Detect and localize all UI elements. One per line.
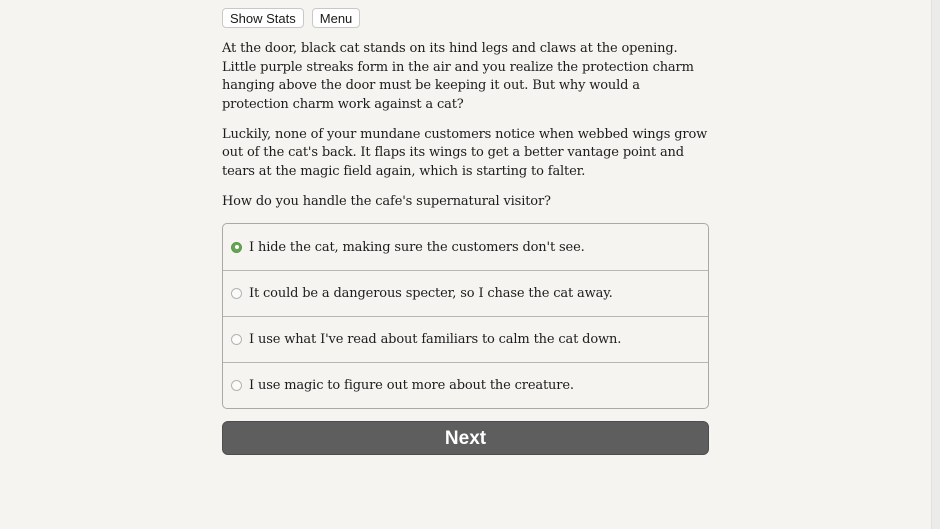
choice-label: It could be a dangerous specter, so I chase the cat away. [249, 286, 613, 302]
choice-prompt: How do you handle the cafe's supernatural visitor? [222, 194, 551, 210]
next-button[interactable]: Next [222, 421, 709, 455]
top-button-bar [222, 8, 709, 30]
story-text [222, 40, 709, 212]
radio-unselected-icon[interactable] [231, 334, 242, 345]
menu-button[interactable]: Menu [312, 8, 361, 28]
choice-option-3[interactable] [223, 316, 708, 362]
choice-list [222, 223, 709, 409]
choice-option-1[interactable] [223, 224, 708, 270]
radio-unselected-icon[interactable] [231, 380, 242, 391]
story-paragraph: Luckily, none of your mundane customers notice when webbed wings grow out of the cat's back. It flaps its wings to get a better vantage point and tears at the magic field again, which is starting to falter. [222, 126, 708, 180]
game-container [222, 8, 709, 455]
show-stats-button[interactable]: Show Stats [222, 8, 304, 28]
choice-option-4[interactable] [223, 362, 708, 408]
choice-label: I use magic to figure out more about the creature. [249, 378, 574, 394]
story-paragraph: At the door, black cat stands on its hind legs and claws at the opening. Little purple streaks form in the air and you realize the protection charm hanging above the door must be keeping it out. But why would a protection charm work against a cat? [222, 41, 694, 112]
choice-label: I hide the cat, making sure the customers don't see. [249, 239, 585, 255]
radio-selected-icon[interactable] [231, 242, 242, 253]
radio-unselected-icon[interactable] [231, 288, 242, 299]
choice-option-2[interactable] [223, 270, 708, 316]
page-scrollbar[interactable] [931, 0, 940, 529]
choice-label: I use what I've read about familiars to calm the cat down. [249, 332, 622, 348]
